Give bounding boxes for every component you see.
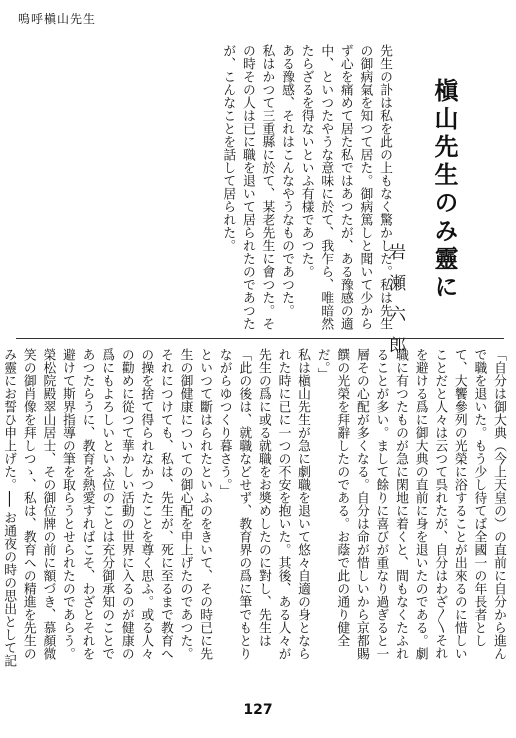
article-title: 槇山先生のみ靈に	[430, 78, 459, 302]
section-divider	[16, 338, 504, 339]
paragraph: 「此の後は、就職などせず、教育界の爲に筆でもとりながらゆつくり暮さう。」	[216, 348, 252, 660]
paragraph: 先生の訃は私を此の上もなく驚かした。私は先生の御病氣を知つて居た。御病篤しと聞いて少からず心を痛めて居た私ではあつたが、ある豫感の適中、といつたやうな意味に於て、我乍ら、唯暗然たらざるを得ないといふ有樣であつた。	[298, 44, 392, 330]
article-body-lower	[1, 348, 508, 668]
paragraph: 榮松院殿翠山居士、その御位牌の前に額づき、慕顏微笑の御肖像を拜しつゝ、私は、教育への精進を先生のみ靈にお誓ひ申上げた。── お通夜の時の思出として記	[1, 348, 56, 668]
article-body-upper	[104, 44, 394, 334]
paragraph: ある豫感、それはこんなやうなものであつた。	[279, 44, 295, 317]
paragraph: 私は槇山先生が急に劇職を退いて悠々自適の身となられた時に已に一つの不安を抱いた。其後、ある人々が先生の爲に或る就職をお奬めしたのに對し、先生は	[255, 348, 311, 660]
paragraph: といつて斷はられたといふのをきいて、その時已に先生の御健康についての御心配を申上げたのであつた。	[177, 348, 213, 660]
paragraph: それにつけても、私は、先生が、死に至るまで教育への操を捨て得られなかつたことを尊く思ふ。或る人々の勸めに從つて華かしい活動の世界に入るのが健康の爲にもよろしいといふ位のことは充分御承知のことであつたらうに、教育を熱愛すればこそ、わざとそれを避けて斯界指導の筆を取らうとせられたのであらう。	[59, 348, 173, 660]
page-number: 127	[243, 702, 273, 718]
running-header: 嗚呼槇山先生	[18, 12, 97, 26]
paragraph: 私はかつて三重縣に於て、某老先生に會つた。その時その人は已に職を退いて居られたのであつたが、こんなことを話して居られた。	[220, 44, 275, 330]
article-author: 岩瀬六郎	[385, 243, 405, 367]
paragraph: 「自分は御大典（今上天皇の）の直前に自分から進んで職を退いた。もう少し待てば全國一の年長者として、大饗參列の光榮に浴することが出來るのに惜しいことだと人々は云つて呉れたが、自分はわざ〳〵それを避ける爲に御大典の直前に身を退いたのである。劇職に有つたものが急に閑地に着くと、間もなくたふれることが多い。まして餘りに喜びが重なり過ぎると一層その心配が多くなる。自分は命が惜しいから京都賜饌の光榮を拜辭したのである。お蔭で此の通り健全だ。」	[314, 348, 506, 660]
